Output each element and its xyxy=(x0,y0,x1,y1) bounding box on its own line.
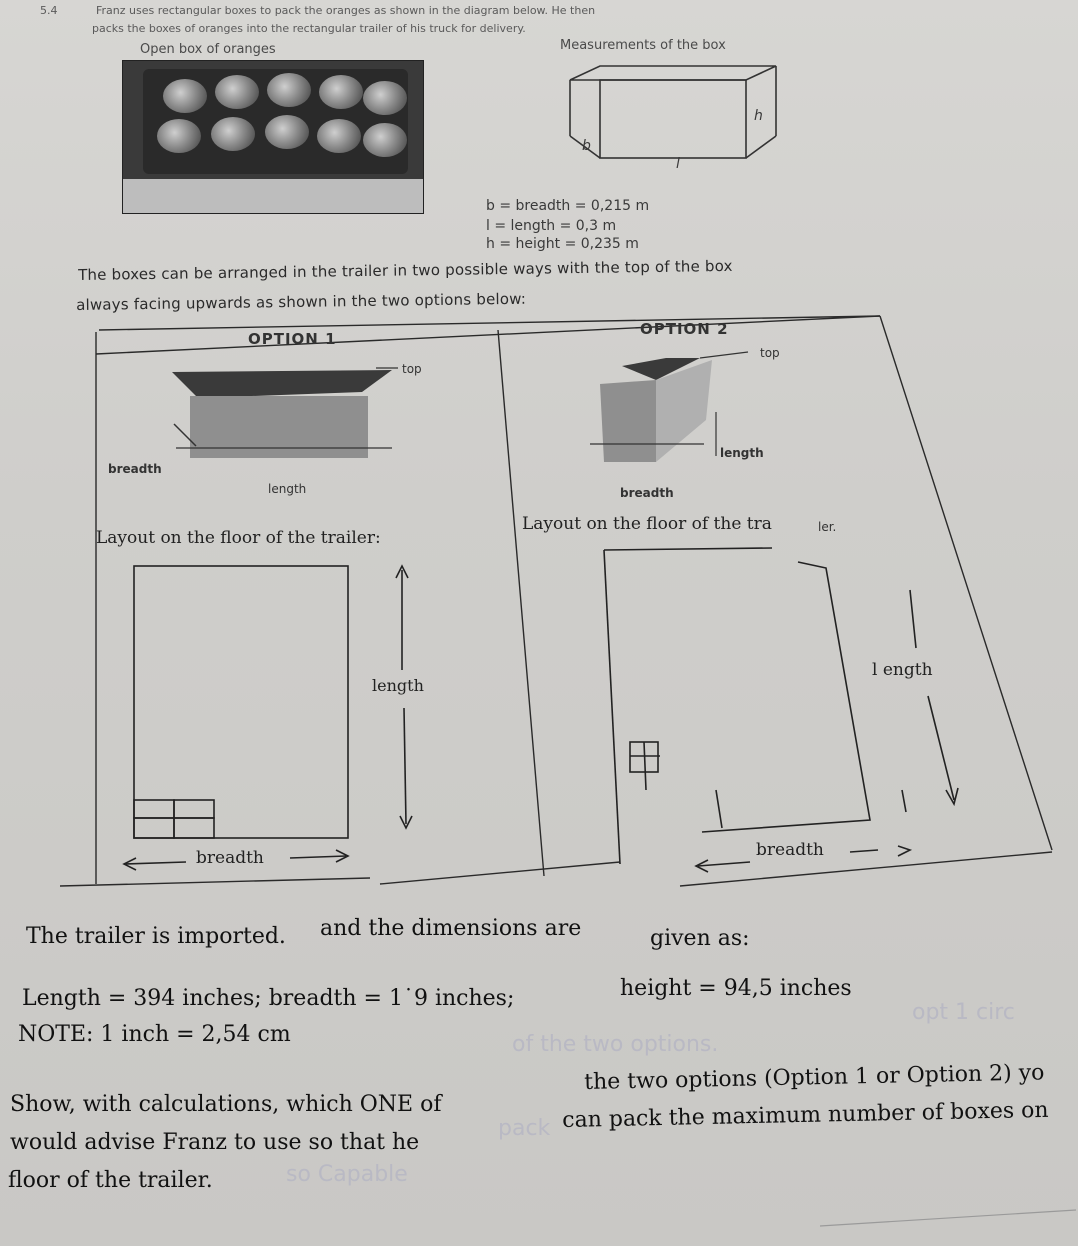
box-label-h: h xyxy=(754,108,763,124)
option-2-top-label: top xyxy=(760,346,780,360)
imported-line-a: The trailer is imported. xyxy=(26,924,286,949)
option-1-top-label: top xyxy=(402,362,422,376)
question-line-2a: would advise Franz to use so that he xyxy=(10,1130,420,1155)
option-2-layout-caption: Layout on the floor of the tra xyxy=(522,514,772,534)
option-1-title: OPTION 1 xyxy=(248,330,337,348)
option-2-layout-caption-tail: ler. xyxy=(818,520,837,534)
box-label-b: b xyxy=(582,138,591,154)
box-label-l: l xyxy=(676,156,680,172)
option-1-floor-length-label: length xyxy=(372,676,424,695)
question-line-3: floor of the trailer. xyxy=(8,1168,213,1193)
arrangement-line-1: The boxes can be arranged in the trailer in two possible ways with the top of the box xyxy=(78,256,733,284)
question-line-2b: can pack the maximum number of boxes on xyxy=(562,1097,1049,1133)
handwriting-2: opt 1 circ xyxy=(912,1000,1015,1025)
imported-line-b: and the dimensions are xyxy=(320,916,582,941)
handwriting-1: of the two options. xyxy=(512,1032,719,1057)
dimension-breadth: b = breadth = 0,215 m xyxy=(486,198,650,214)
question-line-1a: Show, with calculations, which ONE of xyxy=(10,1092,442,1117)
given-as: given as: xyxy=(650,926,750,951)
option-1-layout-caption: Layout on the floor of the trailer: xyxy=(96,528,381,548)
option-2-floor-breadth-label: breadth xyxy=(756,840,824,860)
option-2-title: OPTION 2 xyxy=(640,320,729,338)
handwriting-3: pack xyxy=(498,1116,551,1141)
note-line: NOTE: 1 inch = 2,54 cm xyxy=(18,1022,291,1047)
intro-line-1: Franz uses rectangular boxes to pack the oranges as shown in the diagram below. He then xyxy=(96,4,596,17)
photo-caption: Open box of oranges xyxy=(140,42,276,57)
question-number: 5.4 xyxy=(40,4,58,17)
option-1-length-label: length xyxy=(268,482,307,496)
option-2-length-label: length xyxy=(720,446,764,460)
question-line-1b: the two options (Option 1 or Option 2) yo xyxy=(584,1060,1045,1095)
intro-line-2: packs the boxes of oranges into the rectangular trailer of his truck for delivery. xyxy=(92,22,526,35)
trailer-dimensions-line: Length = 394 inches; breadth = 1˙9 inches; xyxy=(22,986,515,1011)
dimension-height: h = height = 0,235 m xyxy=(486,236,639,252)
trailer-height-line: height = 94,5 inches xyxy=(620,976,852,1001)
arrangement-line-2: always facing upwards as shown in the two options below: xyxy=(76,289,527,314)
option-2-breadth-label: breadth xyxy=(620,486,674,500)
handwriting-4: so Capable xyxy=(286,1162,408,1187)
option-2-floor-length-label: l ength xyxy=(872,660,933,680)
measure-caption: Measurements of the box xyxy=(560,38,726,53)
option-1-floor-breadth-label: breadth xyxy=(196,848,264,868)
option-1-breadth-label: breadth xyxy=(108,462,162,476)
dimension-length: l = length = 0,3 m xyxy=(486,218,617,234)
